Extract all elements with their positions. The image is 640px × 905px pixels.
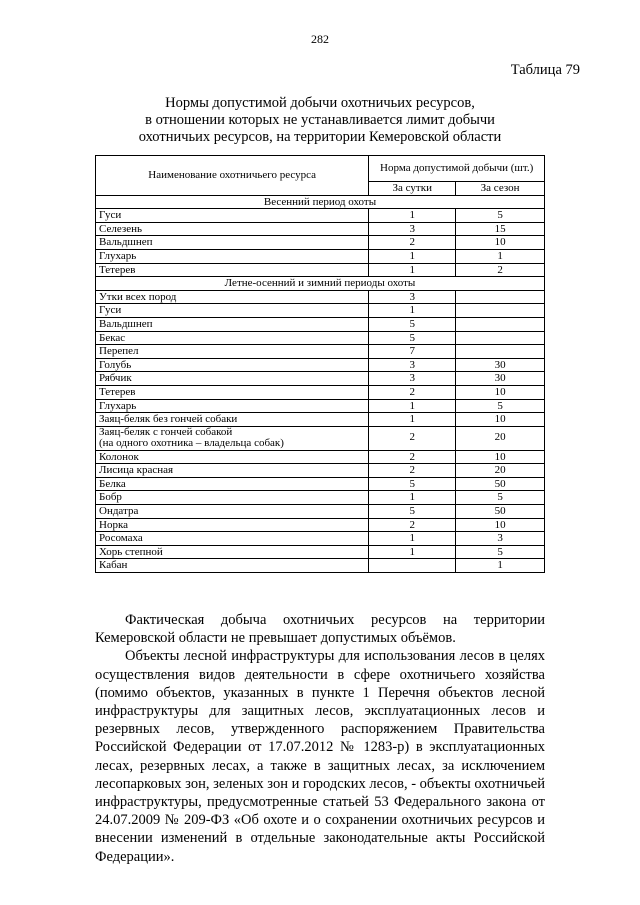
page-number: 282: [311, 32, 329, 46]
per-day-value: 1: [369, 545, 456, 559]
species-name: Белка: [96, 477, 369, 491]
section-row: [96, 277, 545, 291]
per-day-value: 5: [369, 317, 456, 331]
species-name: Колонок: [96, 450, 369, 464]
species-name: Кабан: [96, 559, 369, 573]
header-season: За сезон: [456, 182, 545, 196]
species-name: Селезень: [96, 222, 369, 236]
per-day-value: 2: [369, 236, 456, 250]
per-day-value: 3: [369, 290, 456, 304]
per-season-value: [456, 317, 545, 331]
per-day-value: 1: [369, 491, 456, 505]
per-season-value: 30: [456, 372, 545, 386]
per-season-value: 15: [456, 222, 545, 236]
table-row: [96, 426, 545, 450]
species-name: Голубь: [96, 358, 369, 372]
table-label: Таблица 79: [510, 62, 580, 78]
species-name: Тетерев: [96, 263, 369, 277]
title-line: в отношении которых не устанавливается лимит добычи: [145, 112, 495, 128]
species-name: Гуси: [96, 209, 369, 223]
title-line: Нормы допустимой добычи охотничьих ресурсов,: [165, 95, 475, 111]
table-row: [96, 450, 545, 464]
per-day-value: 1: [369, 399, 456, 413]
per-season-value: 1: [456, 559, 545, 573]
per-season-value: 3: [456, 532, 545, 546]
per-day-value: 1: [369, 413, 456, 427]
per-day-value: 2: [369, 426, 456, 450]
per-day-value: 3: [369, 222, 456, 236]
per-season-value: 5: [456, 545, 545, 559]
per-day-value: 1: [369, 532, 456, 546]
title-line: охотничьих ресурсов, на территории Кемеровской области: [138, 129, 502, 145]
species-name: Вальдшнеп: [96, 236, 369, 250]
species-name: Бобр: [96, 491, 369, 505]
per-season-value: 1: [456, 249, 545, 263]
species-name: Лисица красная: [96, 464, 369, 478]
table-row: [96, 317, 545, 331]
species-name: Гуси: [96, 304, 369, 318]
species-name: Утки всех пород: [96, 290, 369, 304]
per-season-value: [456, 290, 545, 304]
table-row: [96, 263, 545, 277]
per-season-value: 10: [456, 413, 545, 427]
table-row: [96, 559, 545, 573]
table-row: [96, 290, 545, 304]
table-row: [96, 491, 545, 505]
species-name: Росомаха: [96, 532, 369, 546]
table-row: [96, 331, 545, 345]
per-season-value: 10: [456, 450, 545, 464]
per-season-value: 10: [456, 518, 545, 532]
table-row: [96, 464, 545, 478]
table-row: [96, 236, 545, 250]
per-season-value: 10: [456, 385, 545, 399]
table-row: [96, 545, 545, 559]
species-name: Тетерев: [96, 385, 369, 399]
species-name: Бекас: [96, 331, 369, 345]
per-season-value: 5: [456, 209, 545, 223]
per-season-value: 20: [456, 464, 545, 478]
species-name: Вальдшнеп: [96, 317, 369, 331]
species-name: [96, 426, 369, 450]
per-season-value: 5: [456, 491, 545, 505]
per-season-value: [456, 331, 545, 345]
table-row: [96, 358, 545, 372]
table-row: [96, 372, 545, 386]
header-norm: Норма допустимой добычи (шт.): [369, 156, 545, 182]
per-season-value: 30: [456, 358, 545, 372]
table-row: [96, 477, 545, 491]
per-season-value: 50: [456, 505, 545, 519]
table-row: [96, 518, 545, 532]
table-row: [96, 399, 545, 413]
table-row: [96, 532, 545, 546]
per-day-value: 3: [369, 372, 456, 386]
table-row: [96, 345, 545, 359]
header-name: Наименование охотничьего ресурса: [96, 156, 369, 196]
table-row: [96, 385, 545, 399]
per-season-value: 10: [456, 236, 545, 250]
section-title: Летне-осенний и зимний периоды охоты: [96, 277, 545, 291]
species-name-line: Заяц-беляк с гончей собакой: [99, 425, 233, 438]
species-name: Хорь степной: [96, 545, 369, 559]
per-day-value: 2: [369, 385, 456, 399]
per-day-value: 7: [369, 345, 456, 359]
per-season-value: 50: [456, 477, 545, 491]
per-season-value: 20: [456, 426, 545, 450]
species-name-line: (на одного охотника – владельца собак): [99, 437, 284, 450]
per-day-value: 2: [369, 464, 456, 478]
per-day-value: 1: [369, 263, 456, 277]
species-name: Перепел: [96, 345, 369, 359]
per-season-value: 2: [456, 263, 545, 277]
species-name: Глухарь: [96, 399, 369, 413]
per-day-value: 1: [369, 304, 456, 318]
section-title: Весенний период охоты: [96, 195, 545, 209]
table-row: [96, 209, 545, 223]
table-row: [96, 222, 545, 236]
section-row: [96, 195, 545, 209]
per-day-value: 1: [369, 249, 456, 263]
per-day-value: [369, 559, 456, 573]
table-row: [96, 249, 545, 263]
species-name: Ондатра: [96, 505, 369, 519]
per-season-value: [456, 304, 545, 318]
per-season-value: 5: [456, 399, 545, 413]
per-day-value: 5: [369, 505, 456, 519]
species-name: Рябчик: [96, 372, 369, 386]
per-day-value: 2: [369, 450, 456, 464]
species-name: Норка: [96, 518, 369, 532]
body-text: [95, 611, 545, 866]
per-day-value: 1: [369, 209, 456, 223]
table-row: [96, 505, 545, 519]
per-day-value: 5: [369, 331, 456, 345]
species-name: Глухарь: [96, 249, 369, 263]
per-season-value: [456, 345, 545, 359]
paragraph: Объекты лесной инфраструктуры для использования лесов в целях осуществления видов деятельности в сфере охотничьего хозяйства (помимо объектов, указанных в пункте 1 Перечня объектов лесной инфраструктуры для защитных лесов, эксплуатационных лесов и резервных лесов, утвержденного распоряжением Правительства Российской Федерации от 17.07.2012 № 1283-р) в эксплуатационных лесах, резервных лесах, а также в защитных лесах, за исключением лесопарковых зон, зеленых зон и городских лесов, - объекты охотничьей инфраструктуры, предусмотренные статьей 53 Федерального закона от 24.07.2009 № 209-ФЗ «Об охоте и о сохранении охотничьих ресурсов и внесении изменений в отдельные законодательные акты Российской Федерации».: [95, 648, 546, 865]
table-row: [96, 413, 545, 427]
header-day: За сутки: [369, 182, 456, 196]
norms-table: [95, 155, 545, 573]
per-day-value: 3: [369, 358, 456, 372]
table-title: [95, 95, 545, 146]
species-name: Заяц-беляк без гончей собаки: [96, 413, 369, 427]
table-row: [96, 304, 545, 318]
per-day-value: 2: [369, 518, 456, 532]
paragraph: Фактическая добыча охотничьих ресурсов на территории Кемеровской области не превышает допустимых объёмов.: [95, 612, 545, 647]
per-day-value: 5: [369, 477, 456, 491]
